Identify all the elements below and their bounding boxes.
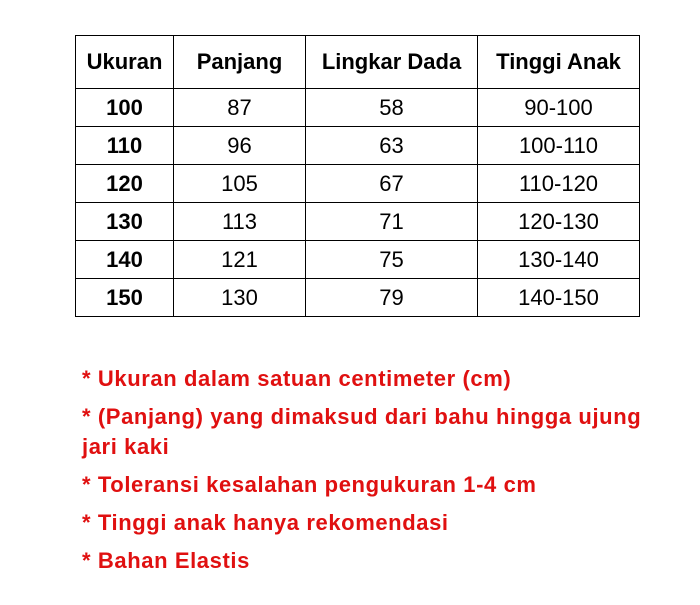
cell-ukuran: 150 xyxy=(76,279,174,317)
cell-lingkar-dada: 58 xyxy=(306,89,478,127)
size-table-header xyxy=(76,36,640,89)
table-row xyxy=(76,165,640,203)
cell-panjang: 105 xyxy=(174,165,306,203)
table-row xyxy=(76,89,640,127)
note-tolerance: * Toleransi kesalahan pengukuran 1-4 cm xyxy=(82,472,537,497)
cell-panjang: 113 xyxy=(174,203,306,241)
cell-lingkar-dada: 79 xyxy=(306,279,478,317)
note-length-definition: * (Panjang) yang dimaksud dari bahu hingga ujung jari kaki xyxy=(82,404,642,459)
cell-tinggi-anak: 100-110 xyxy=(478,127,640,165)
cell-panjang: 121 xyxy=(174,241,306,279)
note-unit: * Ukuran dalam satuan centimeter (cm) xyxy=(82,366,512,391)
cell-panjang: 96 xyxy=(174,127,306,165)
cell-tinggi-anak: 140-150 xyxy=(478,279,640,317)
cell-ukuran: 140 xyxy=(76,241,174,279)
table-row xyxy=(76,203,640,241)
cell-tinggi-anak: 110-120 xyxy=(478,165,640,203)
header-lingkar-dada: Lingkar Dada xyxy=(306,36,478,89)
cell-panjang: 130 xyxy=(174,279,306,317)
cell-ukuran: 120 xyxy=(76,165,174,203)
cell-lingkar-dada: 75 xyxy=(306,241,478,279)
table-row xyxy=(76,279,640,317)
cell-lingkar-dada: 67 xyxy=(306,165,478,203)
table-row xyxy=(76,241,640,279)
size-table-body xyxy=(76,89,640,317)
header-panjang: Panjang xyxy=(174,36,306,89)
cell-panjang: 87 xyxy=(174,89,306,127)
size-table xyxy=(75,35,640,317)
note-height-recommendation: * Tinggi anak hanya rekomendasi xyxy=(82,510,449,535)
cell-ukuran: 110 xyxy=(76,127,174,165)
cell-tinggi-anak: 130-140 xyxy=(478,241,640,279)
header-tinggi-anak: Tinggi Anak xyxy=(478,36,640,89)
cell-ukuran: 100 xyxy=(76,89,174,127)
cell-tinggi-anak: 90-100 xyxy=(478,89,640,127)
table-row xyxy=(76,127,640,165)
cell-ukuran: 130 xyxy=(76,203,174,241)
cell-tinggi-anak: 120-130 xyxy=(478,203,640,241)
note-material: * Bahan Elastis xyxy=(82,548,250,573)
notes-list xyxy=(82,364,682,584)
header-row xyxy=(76,36,640,89)
cell-lingkar-dada: 63 xyxy=(306,127,478,165)
header-ukuran: Ukuran xyxy=(76,36,174,89)
cell-lingkar-dada: 71 xyxy=(306,203,478,241)
